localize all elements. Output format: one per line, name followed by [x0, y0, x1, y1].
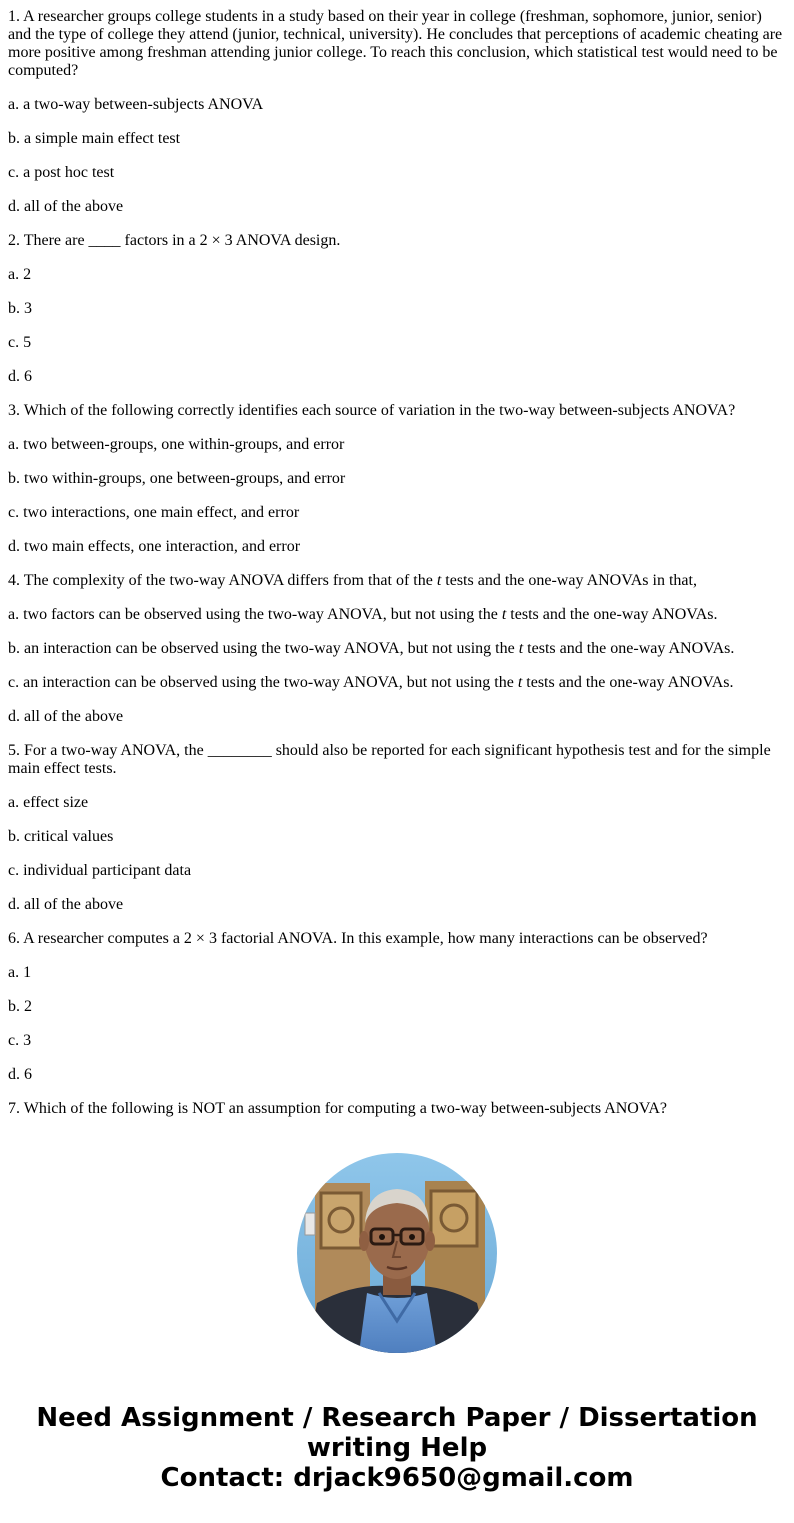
- question-3-option-d: d. two main effects, one interaction, and error: [8, 538, 301, 555]
- question-2-stem: 2. There are ____ factors in a 2 × 3 ANOVA design.: [8, 232, 341, 249]
- question-6-option-c: c. 3: [8, 1032, 32, 1049]
- author-avatar: [297, 1153, 497, 1353]
- promo-banner: [0, 1403, 794, 1493]
- question-2-option-a: a. 2: [8, 266, 32, 283]
- promo-line-1: Need Assignment / Research Paper / Dissertation: [36, 1403, 758, 1433]
- question-4-option-b: b. an interaction can be observed using the two-way ANOVA, but not using the t tests and the one-way ANOVAs.: [8, 640, 735, 657]
- question-6-option-a: a. 1: [8, 964, 32, 981]
- question-6-stem: 6. A researcher computes a 2 × 3 factorial ANOVA. In this example, how many interactions can be observed?: [8, 930, 708, 947]
- question-5-option-c: c. individual participant data: [8, 862, 192, 879]
- question-1-stem: 1. A researcher groups college students in a study based on their year in college (freshman, sophomore, junior, senior) and the type of college they attend (junior, technical, university). He concludes that perceptions of academic cheating are more positive among freshman attending junior college. To reach this conclusion, which statistical test would need to be computed?: [8, 8, 783, 79]
- question-5-stem: 5. For a two-way ANOVA, the ________ should also be reported for each significant hypothesis test and for the simple main effect tests.: [8, 742, 771, 777]
- question-3-option-a: a. two between-groups, one within-groups, and error: [8, 436, 345, 453]
- question-4-option-a: a. two factors can be observed using the two-way ANOVA, but not using the t tests and the one-way ANOVAs.: [8, 606, 718, 623]
- promo-contact: Contact: drjack9650@gmail.com: [160, 1463, 634, 1493]
- question-4-option-d: d. all of the above: [8, 708, 124, 725]
- question-7-stem: 7. Which of the following is NOT an assumption for computing a two-way between-subjects ANOVA?: [8, 1100, 667, 1117]
- question-2-option-b: b. 3: [8, 300, 32, 317]
- question-5-option-a: a. effect size: [8, 794, 89, 811]
- question-1-option-a: a. a two-way between-subjects ANOVA: [8, 96, 264, 113]
- person-photo-icon: [297, 1153, 497, 1353]
- question-1-option-c: c. a post hoc test: [8, 164, 115, 181]
- question-4-stem: 4. The complexity of the two-way ANOVA differs from that of the t tests and the one-way ANOVAs in that,: [8, 572, 697, 589]
- question-3-option-b: b. two within-groups, one between-groups, and error: [8, 470, 346, 487]
- question-3-option-c: c. two interactions, one main effect, and error: [8, 504, 300, 521]
- question-2-option-d: d. 6: [8, 368, 32, 385]
- promo-line-2: writing Help: [306, 1433, 488, 1463]
- question-4-option-c: c. an interaction can be observed using the two-way ANOVA, but not using the t tests and the one-way ANOVAs.: [8, 674, 734, 691]
- question-1-option-d: d. all of the above: [8, 198, 124, 215]
- question-1-option-b: b. a simple main effect test: [8, 130, 181, 147]
- question-3-stem: 3. Which of the following correctly identifies each source of variation in the two-way between-subjects ANOVA?: [8, 402, 736, 419]
- question-5-option-d: d. all of the above: [8, 896, 124, 913]
- question-5-option-b: b. critical values: [8, 828, 114, 845]
- question-6-option-d: d. 6: [8, 1066, 32, 1083]
- question-2-option-c: c. 5: [8, 334, 32, 351]
- question-6-option-b: b. 2: [8, 998, 32, 1015]
